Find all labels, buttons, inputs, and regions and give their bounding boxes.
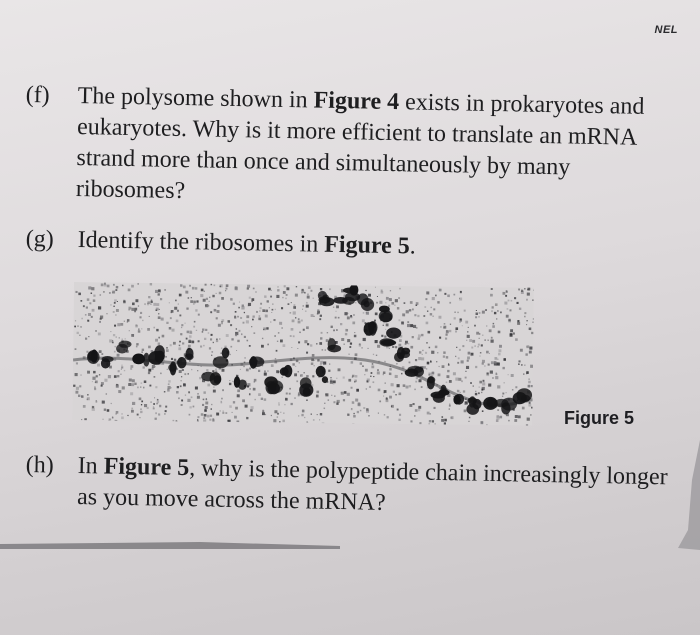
figure-reference: Figure 4 — [313, 87, 400, 116]
question-text-segment: The polysome shown in — [77, 82, 314, 114]
question-text-segment: exists in prokaryotes and eukaryotes. Why is it more efficient to translate an mRNA strand more than once and simultaneously by many ribosomes? — [75, 89, 645, 205]
question-text-segment: . — [409, 233, 417, 260]
question-text — [76, 81, 676, 216]
question-text-segment: In — [77, 452, 104, 480]
question-g — [25, 224, 675, 267]
question-text — [77, 451, 676, 524]
question-f — [24, 80, 676, 216]
question-text-segment: , why is the polypeptide chain increasingly longer as you move across the mRNA? — [76, 455, 668, 516]
question-h — [25, 450, 676, 524]
corner-tag: NEL — [654, 24, 678, 36]
question-label: (h) — [25, 451, 54, 479]
page-edge-shadow — [0, 540, 340, 550]
question-text — [77, 225, 675, 267]
figure-reference: Figure 5 — [324, 231, 411, 260]
page-curl-shadow — [678, 440, 700, 550]
figure-5-micrograph — [72, 282, 534, 426]
question-label: (g) — [25, 225, 54, 253]
figure-reference: Figure 5 — [103, 453, 190, 482]
polysome-micrograph-image — [72, 282, 534, 426]
question-label: (f) — [25, 81, 50, 109]
question-text-segment: Identify the ribosomes in — [77, 226, 325, 258]
figure-caption: Figure 5 — [564, 408, 635, 428]
